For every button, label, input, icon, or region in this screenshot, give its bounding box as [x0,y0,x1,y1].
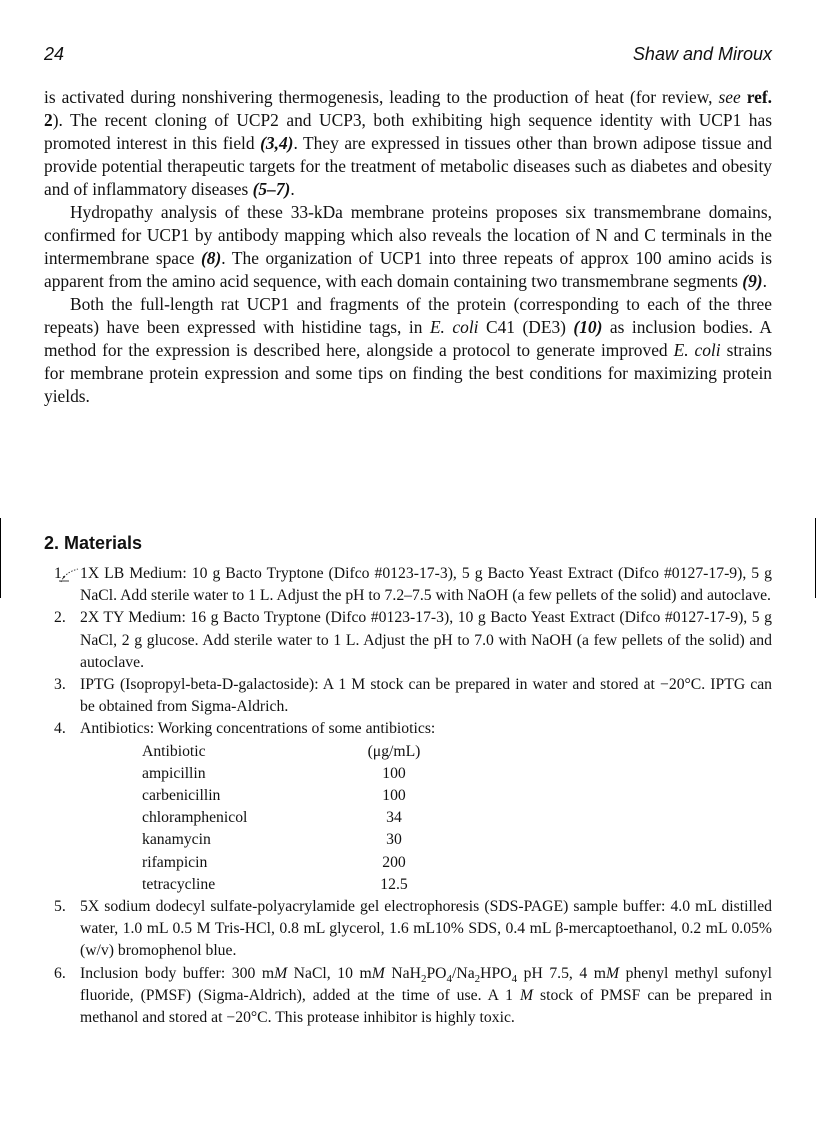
list-item: 1. 1X LB Medium: 10 g Bacto Tryptone (Difco #0123-17-3), 5 g Bacto Yeast Extract (Difco #0127-17-9), 5 g NaCl. Add sterile water to 1 L. Adjust the pH to 7.2–7.5 with NaOH (a few pellets of the solid) and autoclave. [54,565,772,605]
citation-link: (5–7) [252,179,291,199]
list-item: 6. Inclusion body buffer: 300 mM NaCl, 10 mM $NaH_2PO_4/Na_2HPO_4$ pH 7.5, 4 mM phenyl methyl sufonyl fluoride, (PMSF) (Sigma-Aldrich), added at the time of use. A 1 M stock of PMSF can be prepared in methanol and stored at −20°C. This protease inhibitor is highly toxic. [54,964,773,1027]
list-item: 5. 5X sodium dodecyl sulfate-polyacrylamide gel electrophoresis (SDS-PAGE) sample buffer: 4.0 mL distilled water, 1.0 mL 0.5 M Tris-HCl, 0.8 mL glycerol, 1.6 mL10% SDS, 0.4 mL β-mercaptoethanol, 0.2 mL 0.05% (w/v) bromophenol blue. [54,898,772,960]
crop-mark-left [0,518,1,598]
materials-list [44,563,772,1029]
running-head: Shaw and Miroux [632,44,772,64]
citation-link: (8) [201,248,222,268]
table-row: chloramphenicol 34 [142,809,402,827]
table-row: ampicillin 100 [142,764,406,782]
page-number: 24 [44,44,65,64]
citation-link: (9) [742,271,763,291]
list-item: 4. Antibiotics: Working concentrations of some antibiotics: Antibiotic (μg/mL) ampicillin 100 carbenicillin 100 chloramphenicol 34 kanamycin 30 rifampicin 200 tetracycline 12.5 [44,718,772,896]
citation-link: (10) [573,317,603,337]
table-row: rifampicin 200 [142,853,406,871]
section-heading: 2. Materials [44,533,143,553]
citation-link: ref. 2 [44,87,772,130]
citation-link: (3,4) [260,133,294,153]
body-text [44,86,772,408]
paragraph-1: is activated during nonshivering thermogenesis, leading to the production of heat (for review, see ref. 2). The recent cloning of UCP2 and UCP3, both exhibiting high sequence identity with UCP1 has promoted interest in this field (3,4). They are expressed in tissues other than brown adipose tissue and provide potential therapeutic targets for the treatment of metabolic diseases such as diabetes and obesity and of inflammatory diseases (5–7). [44,87,772,199]
table-row: kanamycin 30 [142,831,402,849]
paragraph-2: Hydropathy analysis of these 33-kDa membrane proteins proposes six transmembrane domains, confirmed for UCP1 by antibody mapping which also reveals the location of N and C terminals in the intermembrane space (8). The organization of UCP1 into three repeats of approx 100 amino acids is apparent from the amino acid sequence, with each domain containing two transmembrane segments (9). [44,202,772,291]
table-header-row: Antibiotic (μg/mL) [142,742,421,760]
page-header [44,44,772,68]
antibiotics-table [80,741,772,896]
table-row: tetracycline 12.5 [142,875,408,893]
paragraph-3: Both the full-length rat UCP1 and fragments of the protein (corresponding to each of the three repeats) have been expressed with histidine tags, in E. coli C41 (DE3) (10) as inclusion bodies. A method for the expression is described here, alongside a protocol to generate improved E. coli strains for membrane protein expression and some tips on finding the best conditions for maximizing protein yields. [44,294,772,406]
table-row: carbenicillin 100 [142,787,406,805]
list-item: 3. IPTG (Isopropyl-beta-D-galactoside): A 1 M stock can be prepared in water and stored at −20°C. IPTG can be obtained from Sigma-Aldrich. [54,676,772,716]
list-item: 2. 2X TY Medium: 16 g Bacto Tryptone (Difco #0123-17-3), 10 g Bacto Yeast Extract (Difco #0127-17-9), 5 g NaCl, 2 g glucose. Add sterile water to 1 L. Adjust the pH to 7.0 with NaOH (a few pellets of the solid) and autoclave. [54,609,772,671]
